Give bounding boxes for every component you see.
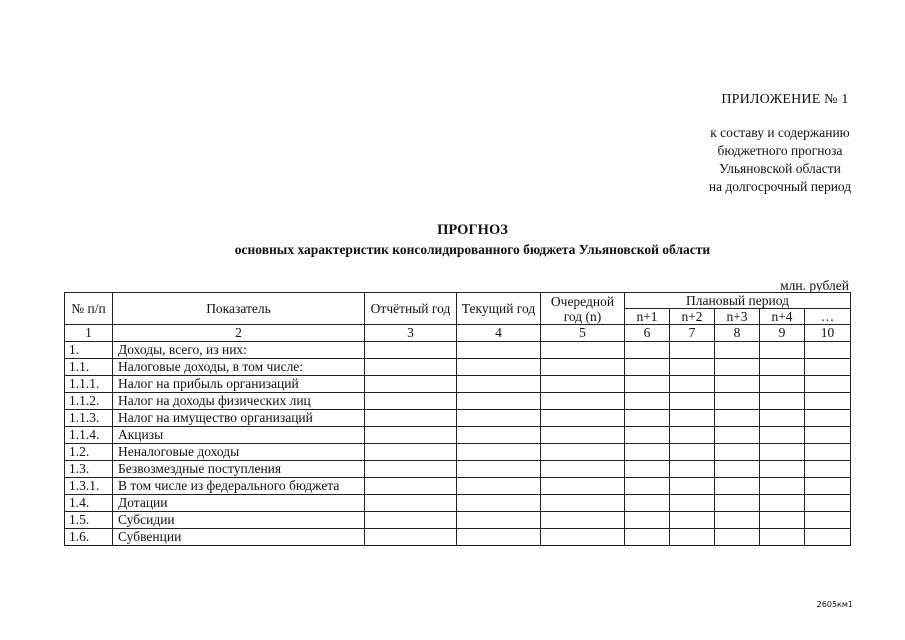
column-number: 7 bbox=[670, 325, 715, 342]
value-cell bbox=[625, 478, 670, 495]
table-row bbox=[65, 512, 851, 529]
row-code: 1.1.4. bbox=[65, 427, 113, 444]
value-cell bbox=[715, 495, 760, 512]
value-cell bbox=[365, 495, 457, 512]
value-cell bbox=[715, 461, 760, 478]
value-cell bbox=[365, 342, 457, 359]
appendix-line: Ульяновской области bbox=[719, 161, 841, 176]
table-row bbox=[65, 393, 851, 410]
document-stamp: 2605км1 bbox=[816, 600, 853, 609]
value-cell bbox=[805, 461, 851, 478]
table-body bbox=[65, 342, 851, 546]
value-cell bbox=[457, 478, 541, 495]
value-cell bbox=[715, 427, 760, 444]
value-cell bbox=[760, 444, 805, 461]
value-cell bbox=[541, 427, 625, 444]
row-indicator: Налог на прибыль организаций bbox=[113, 376, 365, 393]
value-cell bbox=[805, 410, 851, 427]
header-planned-year: … bbox=[805, 309, 851, 325]
value-cell bbox=[541, 410, 625, 427]
value-cell bbox=[541, 376, 625, 393]
value-cell bbox=[457, 444, 541, 461]
table-row bbox=[65, 444, 851, 461]
value-cell bbox=[805, 478, 851, 495]
appendix-title: ПРИЛОЖЕНИЕ № 1 bbox=[721, 92, 849, 107]
header-planned-period: Плановый период bbox=[625, 293, 851, 309]
value-cell bbox=[715, 393, 760, 410]
value-cell bbox=[541, 359, 625, 376]
value-cell bbox=[760, 478, 805, 495]
value-cell bbox=[760, 495, 805, 512]
value-cell bbox=[760, 512, 805, 529]
value-cell bbox=[805, 444, 851, 461]
value-cell bbox=[541, 393, 625, 410]
value-cell bbox=[457, 529, 541, 546]
table-row bbox=[65, 376, 851, 393]
value-cell bbox=[365, 444, 457, 461]
header-current-year: Текущий год bbox=[457, 293, 541, 325]
value-cell bbox=[625, 461, 670, 478]
value-cell bbox=[365, 359, 457, 376]
value-cell bbox=[457, 393, 541, 410]
value-cell bbox=[541, 461, 625, 478]
value-cell bbox=[365, 512, 457, 529]
row-code: 1.1.1. bbox=[65, 376, 113, 393]
value-cell bbox=[805, 495, 851, 512]
value-cell bbox=[625, 512, 670, 529]
row-code: 1.6. bbox=[65, 529, 113, 546]
value-cell bbox=[625, 359, 670, 376]
value-cell bbox=[805, 359, 851, 376]
value-cell bbox=[365, 376, 457, 393]
value-cell bbox=[457, 461, 541, 478]
value-cell bbox=[805, 342, 851, 359]
row-indicator: Субсидии bbox=[113, 512, 365, 529]
value-cell bbox=[670, 427, 715, 444]
appendix-line: на долгосрочный период bbox=[708, 179, 852, 194]
value-cell bbox=[541, 512, 625, 529]
value-cell bbox=[670, 393, 715, 410]
table-row bbox=[65, 427, 851, 444]
value-cell bbox=[365, 393, 457, 410]
value-cell bbox=[715, 444, 760, 461]
value-cell bbox=[805, 376, 851, 393]
value-cell bbox=[760, 427, 805, 444]
header-planned-year: n+4 bbox=[760, 309, 805, 325]
value-cell bbox=[760, 359, 805, 376]
row-code: 1.1. bbox=[65, 359, 113, 376]
value-cell bbox=[760, 342, 805, 359]
value-cell bbox=[805, 512, 851, 529]
column-number: 4 bbox=[457, 325, 541, 342]
row-code: 1.2. bbox=[65, 444, 113, 461]
value-cell bbox=[625, 495, 670, 512]
table-row bbox=[65, 529, 851, 546]
value-cell bbox=[541, 495, 625, 512]
column-number: 5 bbox=[541, 325, 625, 342]
value-cell bbox=[715, 512, 760, 529]
table-row bbox=[65, 342, 851, 359]
header-indicator: Показатель bbox=[113, 293, 365, 325]
value-cell bbox=[805, 529, 851, 546]
table-row bbox=[65, 461, 851, 478]
value-cell bbox=[457, 410, 541, 427]
header-row bbox=[65, 293, 851, 309]
value-cell bbox=[365, 529, 457, 546]
column-number: 6 bbox=[625, 325, 670, 342]
value-cell bbox=[541, 529, 625, 546]
column-number: 8 bbox=[715, 325, 760, 342]
unit-label: млн. рублей bbox=[780, 278, 849, 293]
value-cell bbox=[365, 461, 457, 478]
value-cell bbox=[670, 529, 715, 546]
column-number-row bbox=[65, 325, 851, 342]
value-cell bbox=[457, 512, 541, 529]
appendix-block bbox=[640, 92, 890, 196]
value-cell bbox=[715, 478, 760, 495]
value-cell bbox=[670, 512, 715, 529]
column-number: 3 bbox=[365, 325, 457, 342]
header-next-year: Очередной год (n) bbox=[541, 293, 625, 325]
row-code: 1.3. bbox=[65, 461, 113, 478]
value-cell bbox=[670, 444, 715, 461]
value-cell bbox=[715, 359, 760, 376]
value-cell bbox=[457, 376, 541, 393]
row-indicator: Неналоговые доходы bbox=[113, 444, 365, 461]
value-cell bbox=[670, 376, 715, 393]
row-code: 1. bbox=[65, 342, 113, 359]
row-indicator: Налог на имущество организаций bbox=[113, 410, 365, 427]
header-planned-year: n+2 bbox=[670, 309, 715, 325]
value-cell bbox=[457, 495, 541, 512]
row-indicator: Акцизы bbox=[113, 427, 365, 444]
value-cell bbox=[670, 495, 715, 512]
value-cell bbox=[625, 427, 670, 444]
value-cell bbox=[760, 376, 805, 393]
appendix-line: бюджетного прогноза bbox=[717, 143, 843, 158]
header-num: № п/п bbox=[65, 293, 113, 325]
value-cell bbox=[457, 359, 541, 376]
value-cell bbox=[457, 427, 541, 444]
value-cell bbox=[805, 393, 851, 410]
column-number: 1 bbox=[65, 325, 113, 342]
value-cell bbox=[625, 376, 670, 393]
row-code: 1.3.1. bbox=[65, 478, 113, 495]
value-cell bbox=[541, 342, 625, 359]
table-row bbox=[65, 478, 851, 495]
document-title: ПРОГНОЗ bbox=[437, 222, 508, 238]
value-cell bbox=[625, 410, 670, 427]
row-code: 1.5. bbox=[65, 512, 113, 529]
value-cell bbox=[760, 393, 805, 410]
value-cell bbox=[625, 342, 670, 359]
appendix-line: к составу и содержанию bbox=[710, 125, 850, 140]
row-indicator: Налоговые доходы, в том числе: bbox=[113, 359, 365, 376]
row-code: 1.4. bbox=[65, 495, 113, 512]
value-cell bbox=[715, 376, 760, 393]
value-cell bbox=[670, 342, 715, 359]
column-number: 2 bbox=[113, 325, 365, 342]
value-cell bbox=[760, 461, 805, 478]
table-row bbox=[65, 495, 851, 512]
row-indicator: Безвозмездные поступления bbox=[113, 461, 365, 478]
value-cell bbox=[365, 478, 457, 495]
value-cell bbox=[805, 427, 851, 444]
row-code: 1.1.3. bbox=[65, 410, 113, 427]
value-cell bbox=[760, 529, 805, 546]
row-indicator: Дотации bbox=[113, 495, 365, 512]
value-cell bbox=[541, 444, 625, 461]
column-number: 9 bbox=[760, 325, 805, 342]
value-cell bbox=[625, 393, 670, 410]
value-cell bbox=[670, 461, 715, 478]
table-row bbox=[65, 359, 851, 376]
row-code: 1.1.2. bbox=[65, 393, 113, 410]
value-cell bbox=[457, 342, 541, 359]
appendix-subtitle bbox=[670, 124, 890, 196]
value-cell bbox=[365, 410, 457, 427]
row-indicator: В том числе из федерального бюджета bbox=[113, 478, 365, 495]
header-planned-year: n+1 bbox=[625, 309, 670, 325]
header-reported-year: Отчётный год bbox=[365, 293, 457, 325]
column-number: 10 bbox=[805, 325, 851, 342]
row-indicator: Налог на доходы физических лиц bbox=[113, 393, 365, 410]
value-cell bbox=[625, 529, 670, 546]
value-cell bbox=[715, 410, 760, 427]
value-cell bbox=[365, 427, 457, 444]
value-cell bbox=[760, 410, 805, 427]
document-subtitle: основных характеристик консолидированного бюджета Ульяновской области bbox=[234, 242, 711, 257]
forecast-table bbox=[64, 292, 851, 546]
value-cell bbox=[670, 410, 715, 427]
value-cell bbox=[715, 342, 760, 359]
header-planned-year: n+3 bbox=[715, 309, 760, 325]
value-cell bbox=[625, 444, 670, 461]
row-indicator: Субвенции bbox=[113, 529, 365, 546]
row-indicator: Доходы, всего, из них: bbox=[113, 342, 365, 359]
value-cell bbox=[715, 529, 760, 546]
value-cell bbox=[670, 478, 715, 495]
table-row bbox=[65, 410, 851, 427]
value-cell bbox=[670, 359, 715, 376]
value-cell bbox=[541, 478, 625, 495]
